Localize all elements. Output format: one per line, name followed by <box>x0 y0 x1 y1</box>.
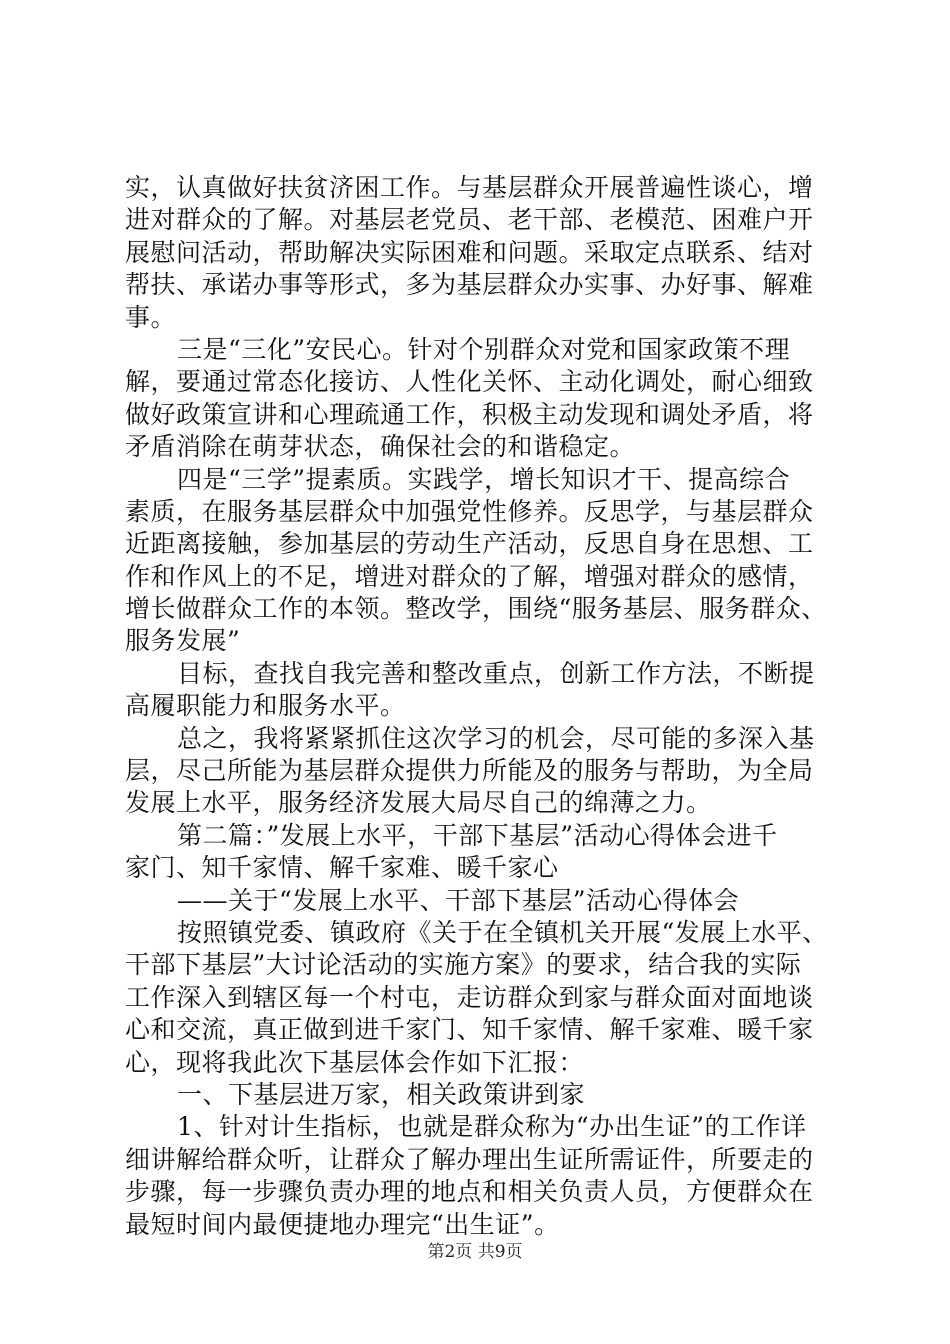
text-line: 心，现将我此次下基层体会作如下汇报： <box>125 1047 585 1077</box>
paragraph-start-line: 按照镇党委、镇政府《关于在全镇机关开展“发展上水平、 <box>177 917 828 947</box>
text-line: 高履职能力和服务水平。 <box>125 691 406 721</box>
text-line: 最短时间内最便捷地办理完“出生证”。 <box>125 1209 560 1239</box>
paragraph-start-line: 三是“三化”安民心。针对个别群众对党和国家政策不理 <box>177 334 791 364</box>
subtitle-line: ——关于“发展上水平、干部下基层”活动心得体会 <box>177 885 740 915</box>
paragraph-start-line: 目标，查找自我完善和整改重点，创新工作方法，不断提 <box>177 658 815 688</box>
text-line: 近距离接触，参加基层的劳动生产活动，反思自身在思想、工 <box>125 529 814 559</box>
text-line: 进对群众的了解。对基层老党员、老干部、老模范、困难户开 <box>125 205 814 235</box>
paragraph-start-line: 总之，我将紧紧抓住这次学习的机会，尽可能的多深入基 <box>177 723 815 753</box>
text-line: 展慰问活动，帮助解决实际困难和问题。采取定点联系、结对 <box>125 237 814 267</box>
text-line: 工作深入到辖区每一个村屯，走访群众到家与群众面对面地谈 <box>125 982 814 1012</box>
text-line: 发展上水平，服务经济发展大局尽自己的绵薄之力。 <box>125 788 712 818</box>
paragraph-start-line: 四是“三学”提素质。实践学，增长知识才干、提高综合 <box>177 464 791 494</box>
page-footer <box>0 1241 950 1263</box>
text-line: 干部下基层”大讨论活动的实施方案》的要求，结合我的实际 <box>125 950 802 980</box>
page-number-label: 第2页 共9页 <box>427 1242 523 1262</box>
section-heading-line: 家门、知千家情、解千家难、暖千家心 <box>125 853 559 883</box>
text-line: 作和作风上的不足，增进对群众的了解，增强对群众的感情， <box>125 561 814 591</box>
text-line: 做好政策宣讲和心理疏通工作，积极主动发现和调处矛盾，将 <box>125 399 814 429</box>
text-line: 心和交流，真正做到进千家门、知千家情、解千家难、暖千家 <box>125 1015 814 1045</box>
text-line: 细讲解给群众听，让群众了解办理出生证所需证件，所要走的 <box>125 1144 814 1174</box>
text-line: 事。 <box>125 302 177 332</box>
text-line: 步骤，每一步骤负责办理的地点和相关负责人员，方便群众在 <box>125 1177 814 1207</box>
section-heading-line: 第二篇：”发展上水平，干部下基层”活动心得体会进千 <box>177 820 778 850</box>
document-body <box>125 172 845 1241</box>
text-line: 帮扶、承诺办事等形式，多为基层群众办实事、办好事、解难 <box>125 270 814 300</box>
text-line: 实，认真做好扶贫济困工作。与基层群众开展普遍性谈心，增 <box>125 173 814 202</box>
text-line: 服务发展” <box>125 626 241 656</box>
paragraph-start-line: 1、针对计生指标，也就是群众称为“办出生证”的工作详 <box>177 1112 807 1142</box>
text-line: 矛盾消除在萌芽状态，确保社会的和谐稳定。 <box>125 432 636 462</box>
text-line: 增长做群众工作的本领。整改学，围绕“服务基层、服务群众、 <box>125 594 827 624</box>
text-line: 层，尽己所能为基层群众提供力所能及的服务与帮助，为全局 <box>125 756 814 786</box>
text-line: 素质，在服务基层群众中加强党性修养。反思学，与基层群众 <box>125 496 814 526</box>
text-line: 解，要通过常态化接访、人性化关怀、主动化调处，耐心细致 <box>125 367 814 397</box>
subheading-line: 一、下基层进万家，相关政策讲到家 <box>177 1079 586 1109</box>
